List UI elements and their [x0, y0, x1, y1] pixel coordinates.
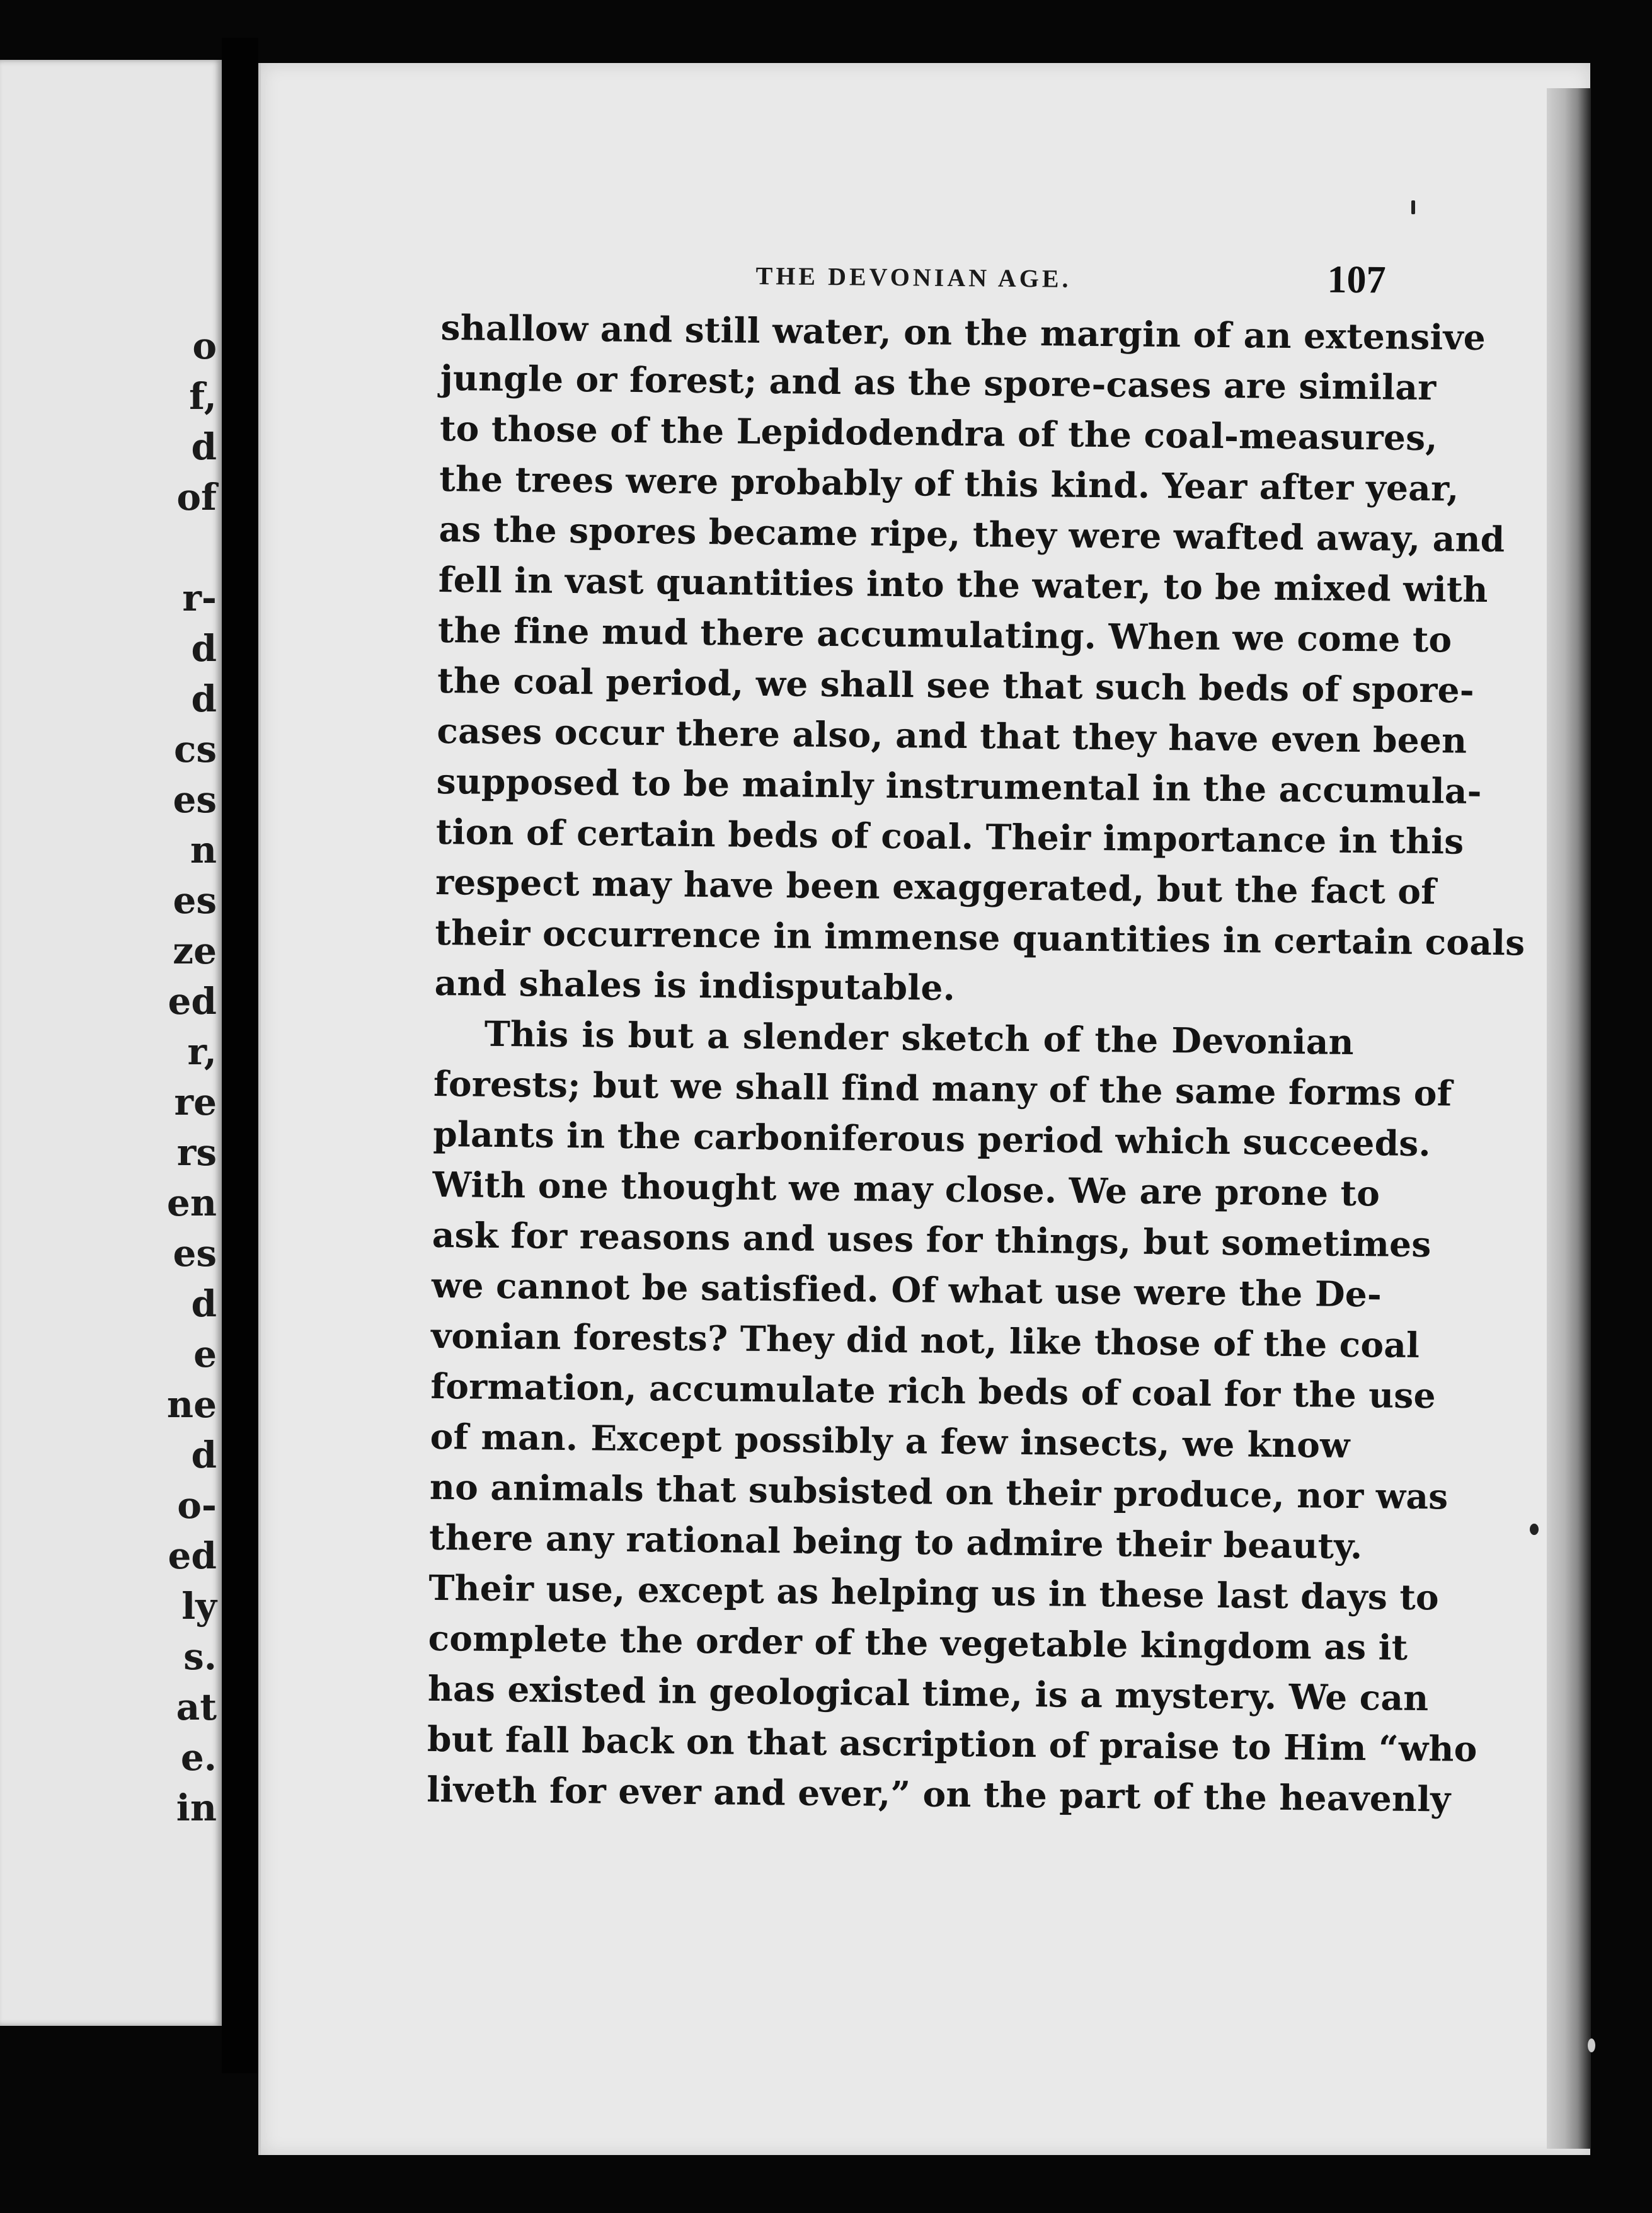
left-margin-fragment: d — [191, 1282, 217, 1325]
left-margin-fragment: ne — [166, 1383, 217, 1426]
left-margin-fragment: ly — [181, 1585, 217, 1628]
left-margin-fragment: s. — [183, 1635, 217, 1678]
text-line: This is but a slender sketch of the Devonian — [484, 1013, 1355, 1062]
text-line: forests; but we shall find many of the same forms of — [433, 1062, 1452, 1114]
text-line: as the spores became ripe, they were wafted away, and — [439, 508, 1505, 560]
text-line: Their use, except as helping us in these last days to — [428, 1566, 1440, 1618]
left-margin-fragment: re — [174, 1081, 217, 1124]
text-line: we cannot be satisfied. Of what use were the De- — [431, 1264, 1382, 1315]
text-line: the coal period, we shall see that such beds of spore- — [437, 659, 1475, 711]
left-margin-fragment: f, — [189, 375, 217, 418]
left-margin-fragment: en — [166, 1181, 217, 1224]
left-margin-fragment: ed — [168, 1534, 217, 1577]
ink-speck — [1588, 2038, 1595, 2052]
left-margin-fragment: d — [191, 627, 217, 670]
running-head: THE DEVONIAN AGE. — [755, 261, 1072, 293]
text-line: shallow and still water, on the margin of an extensive — [440, 306, 1486, 358]
text-line: fell in vast quantities into the water, to be mixed with — [438, 558, 1488, 610]
text-line: supposed to be mainly instrumental in the accumula- — [436, 760, 1482, 812]
left-margin-fragment: at — [176, 1686, 217, 1728]
left-margin-fragment: d — [191, 677, 217, 720]
text-line: ask for reasons and uses for things, but sometimes — [432, 1214, 1431, 1265]
left-margin-fragment: ed — [168, 980, 217, 1023]
left-margin-fragment: r- — [182, 577, 217, 619]
page-edge-shadow — [1547, 88, 1591, 2149]
left-margin-fragment: o — [192, 325, 217, 367]
facing-page-left — [0, 60, 222, 2026]
left-margin-fragment: rs — [176, 1131, 217, 1174]
left-margin-fragment: n — [190, 829, 217, 871]
text-line: With one thought we may close. We are prone to — [432, 1163, 1380, 1214]
left-margin-fragment: o- — [177, 1484, 217, 1527]
text-line: plants in the carboniferous period which succeeds. — [433, 1113, 1431, 1164]
left-margin-fragment: es — [173, 1232, 217, 1275]
text-line: there any rational being to admire their beauty. — [428, 1516, 1363, 1567]
text-line: the fine mud there accumulating. When we come to — [437, 609, 1452, 660]
page-number: 107 — [1327, 258, 1386, 302]
text-line: liveth for ever and ever,” on the part of the heavenly — [427, 1768, 1451, 1820]
left-margin-fragment: of — [176, 476, 217, 519]
text-line: of man. Except possibly a few insects, we know — [430, 1415, 1350, 1466]
text-line: the trees were probably of this kind. Year after year, — [439, 457, 1459, 509]
text-line: to those of the Lepidodendra of the coal-measures, — [439, 407, 1438, 459]
text-line: tion of certain beds of coal. Their importance in this — [435, 810, 1464, 862]
book-gutter — [222, 38, 258, 2073]
text-line: cases occur there also, and that they have even been — [437, 710, 1467, 761]
left-margin-fragment: cs — [174, 728, 217, 771]
text-line: formation, accumulate rich beds of coal for the use — [430, 1365, 1437, 1417]
left-margin-fragment: es — [173, 879, 217, 922]
left-margin-fragment: e — [193, 1333, 217, 1376]
text-line: complete the order of the vegetable kingdom as it — [428, 1617, 1408, 1668]
page-header — [755, 252, 1386, 315]
left-margin-fragment: d — [191, 1434, 217, 1476]
left-margin-fragment: es — [173, 778, 217, 821]
text-line: jungle or forest; and as the spore-cases are similar — [440, 357, 1437, 408]
ink-speck — [1530, 1524, 1539, 1535]
text-line: vonian forests? They did not, like those of the coal — [430, 1314, 1420, 1365]
text-line: their occurrence in immense quantities in certain coals — [435, 911, 1525, 963]
left-margin-fragment: e. — [180, 1736, 217, 1779]
text-line: no animals that subsisted on their produce, nor was — [429, 1466, 1448, 1517]
left-margin-fragment: ze — [173, 929, 217, 972]
text-line: respect may have been exaggerated, but the fact of — [435, 861, 1437, 912]
text-line: has existed in geological time, is a mystery. We can — [427, 1667, 1429, 1719]
left-margin-fragment: in — [176, 1786, 217, 1829]
text-line: but fall back on that ascription of praise to Him “who — [427, 1718, 1477, 1769]
left-margin-fragment: r, — [187, 1030, 217, 1073]
left-margin-fragment: d — [191, 425, 217, 468]
ink-speck — [1411, 200, 1415, 214]
text-line: and shales is indisputable. — [434, 962, 956, 1008]
